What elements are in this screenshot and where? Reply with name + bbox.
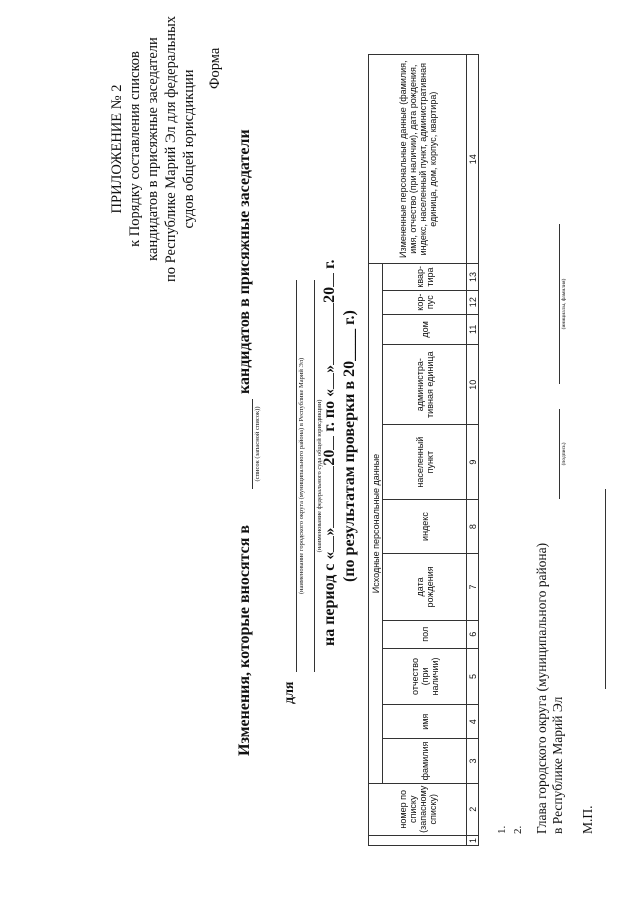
header-flat: квар-тира [383,264,467,290]
num-4: 4 [467,705,479,739]
caption-list: (список (запасной список)) [254,406,261,482]
appendix-line-1: к Порядку составления списков [127,51,143,247]
num-11: 11 [467,314,479,344]
num-12: 12 [467,290,479,314]
appendix-line-4: судов общей юрисдикции [181,69,197,229]
footer-line-2: в Республике Марий Эл [550,696,565,834]
period-line: на период с «»20 г. по «»20 г. [321,259,338,646]
col-blank [369,835,467,845]
num-5: 5 [467,648,479,704]
stamp-mp: М.П. [580,805,595,834]
header-house: дом [383,314,467,344]
signature-line [558,409,560,499]
caption-court: (наименование федерального суда общей юрисдикции) [316,399,323,553]
row-2: 2. [512,825,524,834]
header-index: индекс [383,499,467,553]
num-2: 2 [467,783,479,835]
appendix-line-3: по Республике Марий Эл для федеральных [163,15,179,283]
appendix-header [108,14,198,284]
num-1: 1 [467,835,479,845]
title-suffix: кандидатов в присяжные заседатели [236,129,253,394]
signature-caption: (подпись) [561,442,567,466]
list-blank [236,399,253,489]
footer-line-1: Глава городского округа (муниципального района) [534,542,549,834]
period-from: на период с « [321,551,338,646]
name-line [558,224,560,384]
header-sex: пол [383,620,467,648]
header-birth: дата рождения [383,554,467,620]
court-blank [302,280,315,672]
num-9: 9 [467,425,479,499]
header-admin: администра-тивная единица [383,344,467,425]
num-8: 8 [467,499,479,553]
num-6: 6 [467,620,479,648]
header-number: номер по списку (запасному списку) [369,783,467,835]
num-10: 10 [467,344,479,425]
appendix-number: ПРИЛОЖЕНИЕ № 2 [109,84,125,214]
header-name: имя [383,705,467,739]
num-7: 7 [467,554,479,620]
title-prefix: Изменения, которые вносятся в [236,524,253,756]
num-13: 13 [467,264,479,290]
header-patronymic: отчество (при наличии) [383,648,467,704]
for-label: для [282,681,297,704]
header-korpus: кор-пус [383,290,467,314]
header-locality: населенный пункт [383,425,467,499]
period-to: г. по « [321,388,338,432]
bottom-line [604,489,606,689]
changes-table [368,54,479,846]
group-original: Исходные персональные данные [369,264,383,783]
name-caption: (инициалы, фамилия) [561,278,567,330]
check-line: (по результатам проверки в 20____ г.) [341,310,358,582]
appendix-line-2: кандидатов в присяжные заседатели [145,37,161,261]
num-14: 14 [467,55,479,264]
district-blank [282,280,297,672]
num-3: 3 [467,739,479,783]
header-changed: Измененные персональные данные (фамилия, имя, отчество (при наличии), дата рождения, индекс, населенный пункт, административная единица, дом, корпус, квартира) [369,55,467,264]
header-surname: фамилия [383,739,467,783]
row-1: 1. [496,825,508,834]
form-label: Форма [207,47,223,89]
caption-district: (наименование городского округа (муниципального района) в Республике Марий Эл) [298,357,305,595]
